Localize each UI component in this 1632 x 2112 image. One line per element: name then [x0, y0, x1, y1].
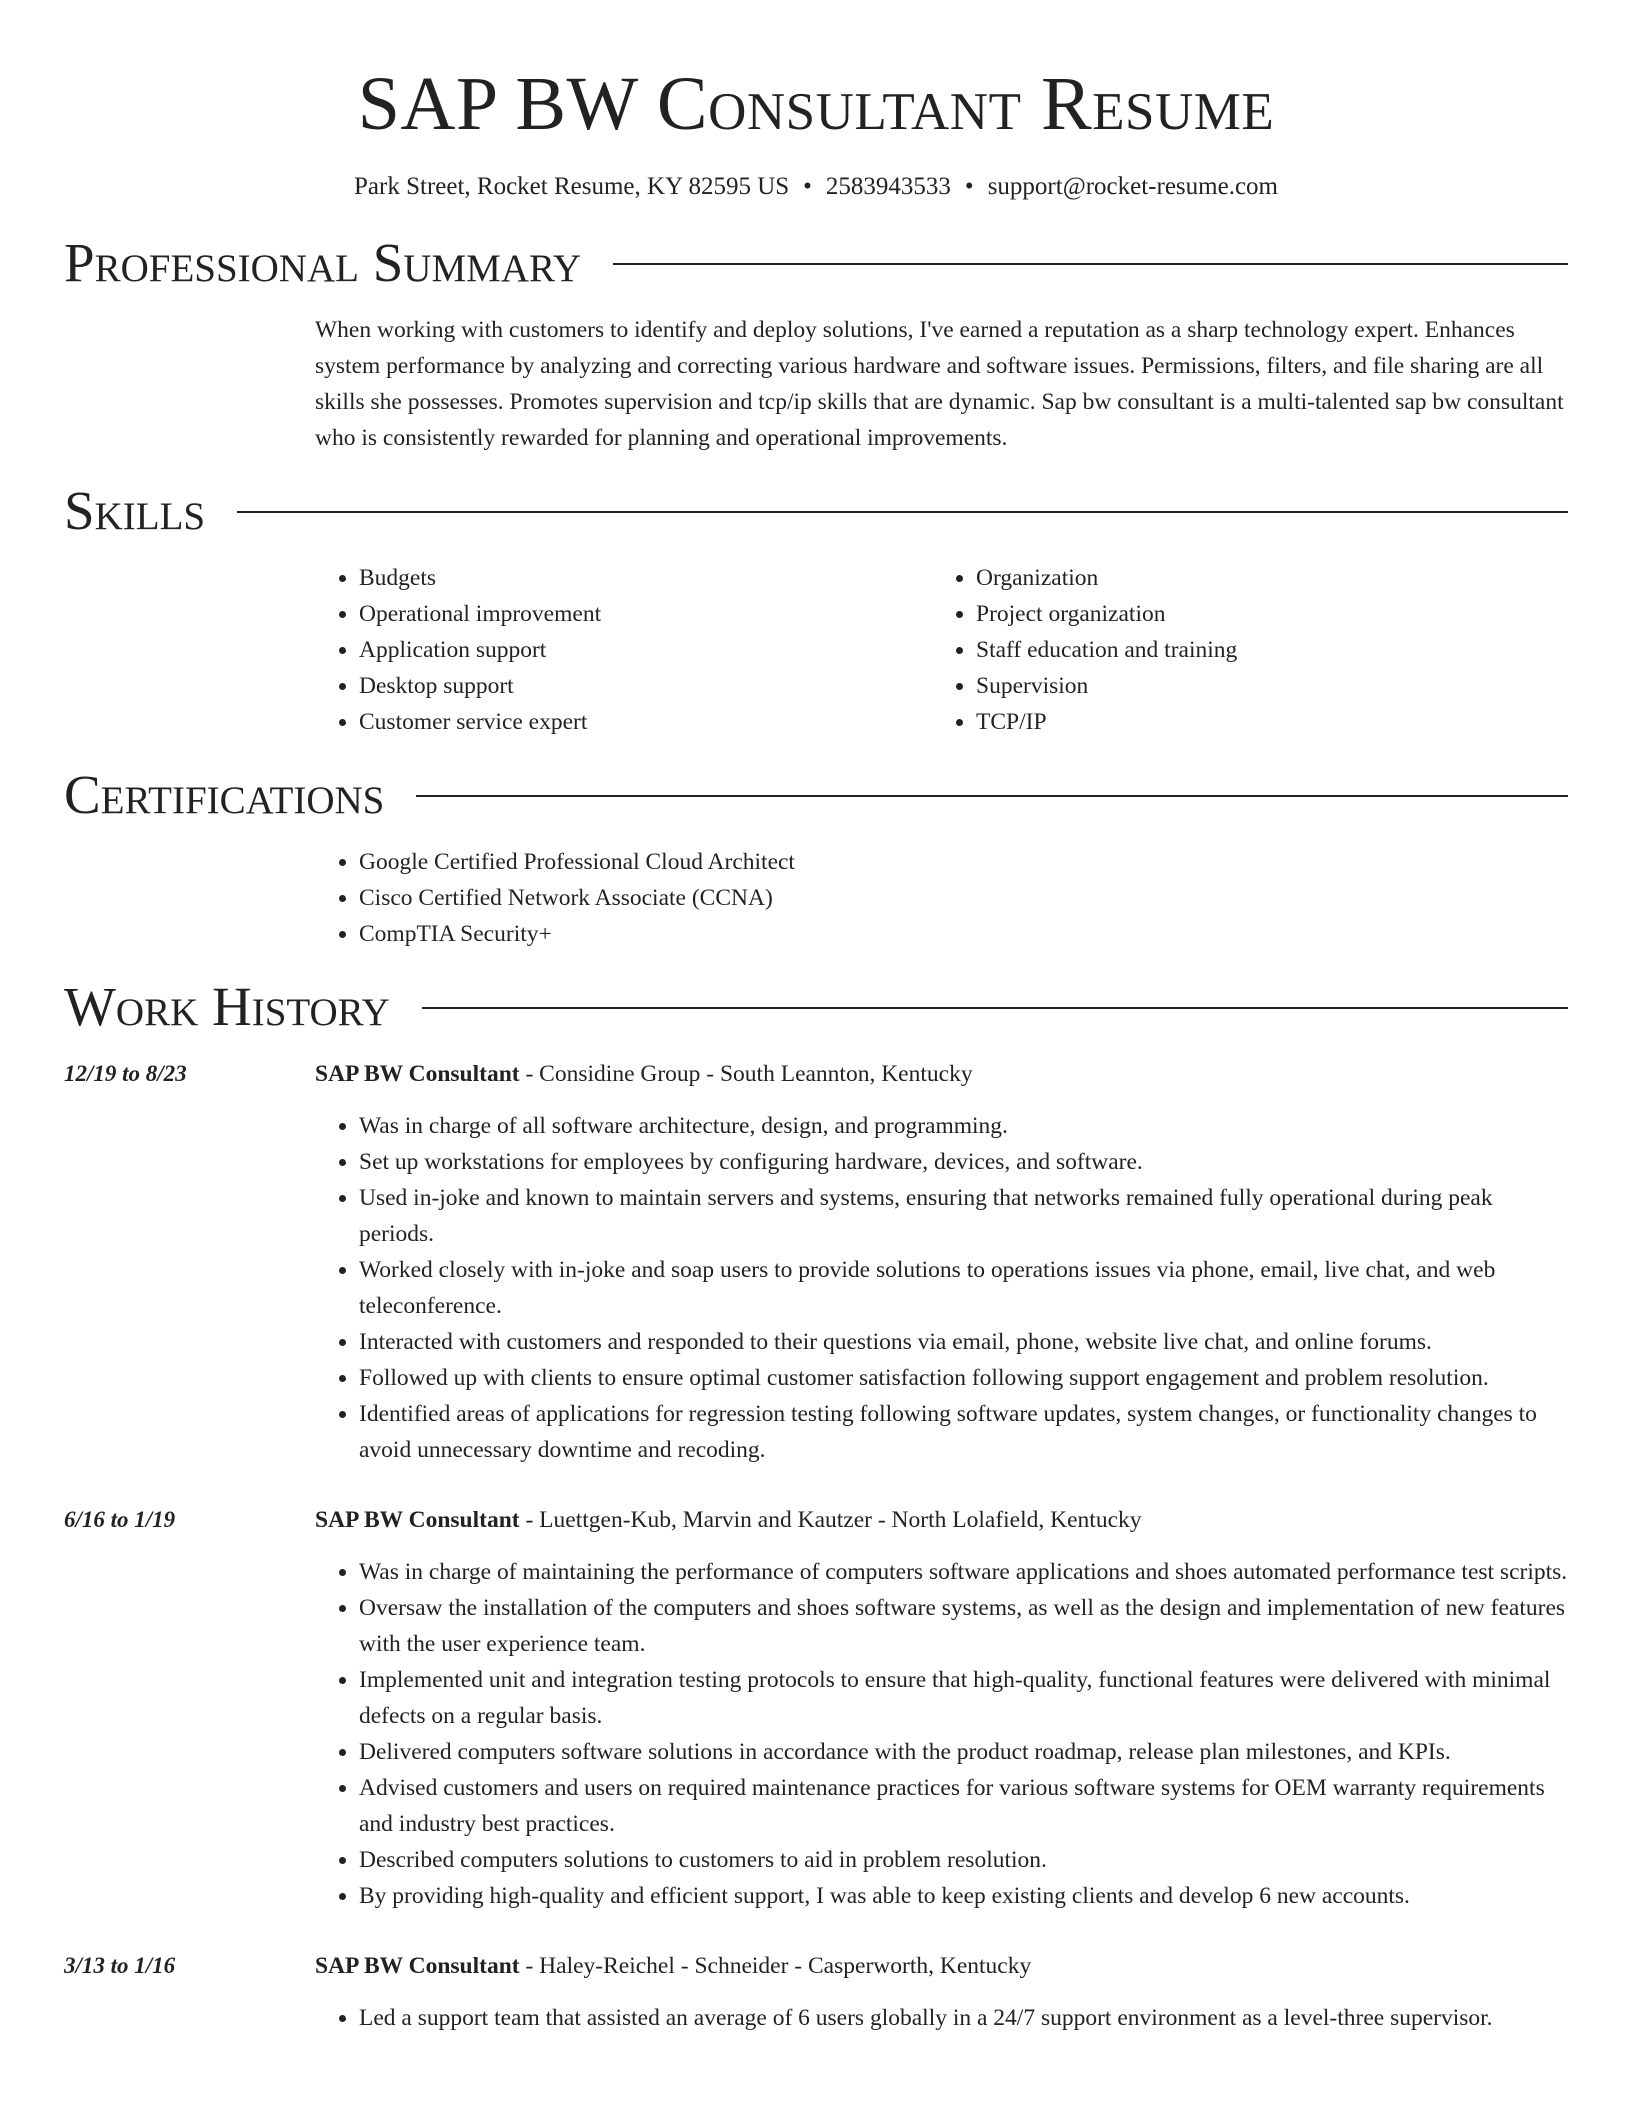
contact-separator: • — [803, 173, 812, 200]
job-company: - Considine Group - South Leannton, Kentucky — [519, 1061, 973, 1087]
job-entry — [64, 1948, 1568, 2036]
job-title: SAP BW Consultant — [315, 1507, 520, 1533]
work-history-heading — [64, 972, 1568, 1042]
skills-column-left — [315, 560, 932, 740]
certification-item: • CompTIA Security+ — [359, 916, 1568, 952]
skills-column-right — [932, 560, 1549, 740]
job-bullet: • Identified areas of applications for regression testing following software updates, system changes, or functionality changes to avoid unnecessary downtime and recoding. — [359, 1396, 1568, 1468]
contact-separator: • — [964, 173, 974, 200]
skill-item: • Customer service expert — [359, 704, 932, 740]
skill-item: • Project organization — [976, 596, 1549, 632]
section-divider — [416, 795, 1568, 797]
resume-page — [64, 0, 1568, 2036]
job-dates: 12/19 to 8/23 — [64, 1061, 187, 1086]
summary-body — [315, 312, 1568, 456]
certifications-title: Certifications — [64, 764, 385, 825]
job-dates: 6/16 to 1/19 — [64, 1507, 176, 1532]
contact-address: Park Street, Rocket Resume, KY 82595 US — [354, 173, 790, 200]
job-bullet: • Used in-joke and known to maintain servers and systems, ensuring that networks remained fully operational during peak periods. — [359, 1180, 1568, 1252]
job-entry — [64, 1056, 1568, 1468]
job-heading — [315, 1948, 1568, 1984]
job-bullet: • Delivered computers software solutions in accordance with the product roadmap, release plan milestones, and KPIs. — [359, 1734, 1568, 1770]
skills-grid — [315, 560, 1568, 740]
job-company: - Luettgen-Kub, Marvin and Kautzer - North Lolafield, Kentucky — [519, 1507, 1142, 1533]
contact-line — [64, 170, 1568, 204]
contact-phone: 2583943533 — [825, 173, 951, 200]
job-entry — [64, 1502, 1568, 1914]
skills-section — [64, 476, 1568, 740]
job-bullet: • Followed up with clients to ensure optimal customer satisfaction following support engagement and problem resolution. — [359, 1360, 1568, 1396]
work-history-title: Work History — [64, 976, 390, 1037]
skill-item: • Budgets — [359, 560, 932, 596]
skill-item: • Desktop support — [359, 668, 932, 704]
job-title: SAP BW Consultant — [315, 1061, 520, 1087]
job-company: - Haley-Reichel - Schneider - Casperworth, Kentucky — [519, 1953, 1032, 1979]
job-bullet: • Set up workstations for employees by configuring hardware, devices, and software. — [359, 1144, 1568, 1180]
job-heading — [315, 1056, 1568, 1092]
skill-item: • Supervision — [976, 668, 1549, 704]
section-divider — [237, 511, 1568, 513]
contact-email: support@rocket-resume.com — [987, 173, 1278, 200]
job-bullet: • Implemented unit and integration testing protocols to ensure that high-quality, functional features were delivered with minimal defects on a regular basis. — [359, 1662, 1568, 1734]
skill-item: • Operational improvement — [359, 596, 932, 632]
job-bullet: • Described computers solutions to customers to aid in problem resolution. — [359, 1842, 1568, 1878]
job-title: SAP BW Consultant — [315, 1953, 520, 1979]
job-details — [315, 1502, 1568, 1914]
job-bullet: • Led a support team that assisted an average of 6 users globally in a 24/7 support environment as a level-three supervisor. — [359, 2000, 1568, 2036]
job-bullet: • By providing high-quality and efficient support, I was able to keep existing clients and develop 6 new accounts. — [359, 1878, 1568, 1914]
certifications-heading — [64, 760, 1568, 830]
job-heading — [315, 1502, 1568, 1538]
skills-body — [315, 560, 1568, 740]
job-bullet: • Oversaw the installation of the computers and shoes software systems, as well as the design and implementation of new features with the user experience team. — [359, 1590, 1568, 1662]
job-bullets — [315, 1108, 1568, 1468]
certification-item: • Google Certified Professional Cloud Architect — [359, 844, 1568, 880]
job-bullets — [315, 1554, 1568, 1914]
skills-title: Skills — [64, 480, 206, 541]
section-divider — [422, 1007, 1568, 1009]
job-bullets — [315, 2000, 1568, 2036]
summary-title: Professional Summary — [64, 232, 582, 293]
job-details — [315, 1056, 1568, 1468]
section-divider — [613, 263, 1568, 265]
job-details — [315, 1948, 1568, 2036]
skill-item: • Organization — [976, 560, 1549, 596]
skill-item: • Application support — [359, 632, 932, 668]
job-bullet: • Worked closely with in-joke and soap users to provide solutions to operations issues via phone, email, live chat, and web teleconference. — [359, 1252, 1568, 1324]
certifications-list — [315, 844, 1568, 952]
summary-section — [64, 228, 1568, 456]
job-bullet: • Interacted with customers and responded to their questions via email, phone, website live chat, and online forums. — [359, 1324, 1568, 1360]
summary-heading — [64, 228, 1568, 298]
job-bullet: • Advised customers and users on required maintenance practices for various software systems for OEM warranty requirements and industry best practices. — [359, 1770, 1568, 1842]
resume-title: SAP BW Consultant Resume — [357, 62, 1275, 146]
skill-item: • TCP/IP — [976, 704, 1549, 740]
job-bullet: • Was in charge of maintaining the performance of computers software applications and shoes automated performance test scripts. — [359, 1554, 1568, 1590]
skill-item: • Staff education and training — [976, 632, 1549, 668]
certification-item: • Cisco Certified Network Associate (CCNA) — [359, 880, 1568, 916]
certifications-section — [64, 760, 1568, 952]
job-bullet: • Was in charge of all software architecture, design, and programming. — [359, 1108, 1568, 1144]
summary-text: When working with customers to identify and deploy solutions, I've earned a reputation as a sharp technology expert. Enhances system performance by analyzing and correcting various hardware and software issues. Permissions, filters, and file sharing are all skills she possesses. Promotes supervision and tcp/ip skills that are dynamic. Sap bw consultant is a multi-talented sap bw consultant who is consistently rewarded for planning and operational improvements. — [315, 317, 1564, 451]
work-history-section — [64, 972, 1568, 2036]
skills-heading — [64, 476, 1568, 546]
job-dates: 3/13 to 1/16 — [64, 1953, 176, 1978]
certifications-body — [315, 844, 1568, 952]
